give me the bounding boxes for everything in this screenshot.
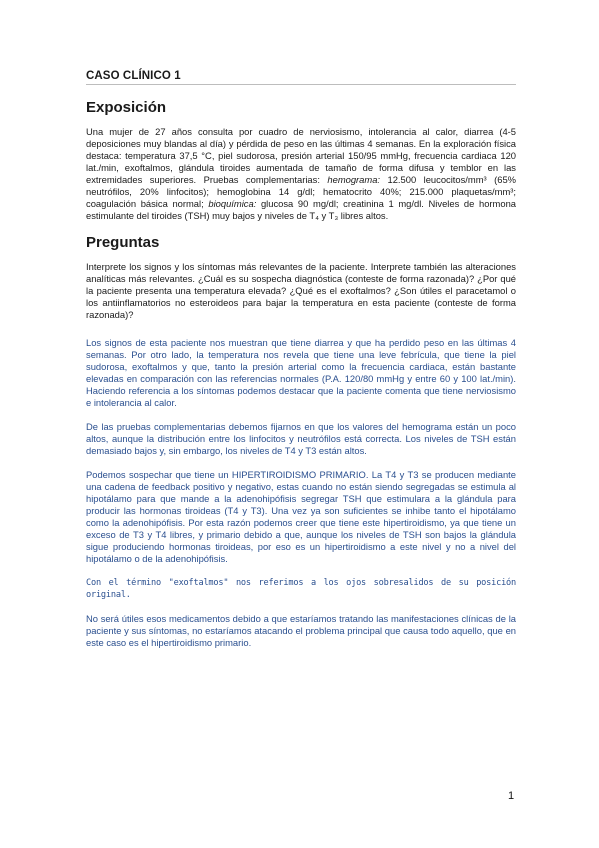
exposicion-paragraph xyxy=(86,126,516,222)
section-heading-exposicion: Exposición xyxy=(86,99,167,116)
section-heading-preguntas: Preguntas xyxy=(86,234,160,251)
answer-paragraph-signos: Los signos de esta paciente nos muestran que tiene diarrea y que ha perdido peso en las últimas 4 semanas. Por otro lado, la temperatura nos revela que tiene una leve febrícula, que tiene la piel sudorosa, exoftalmos y que, tanto la presión arterial como la frecuencia cardiaca, están bastante elevadas en comparación con las referencias normales (P.A. 120/80 mmHg y entre 60 y 100 lat./min). Haciendo referencia a los síntomas podemos destacar que la paciente comenta que tiene nerviosismo e intolerancia al calor. xyxy=(86,337,516,408)
answer-paragraph-medicamentos: No será útiles esos medicamentos debido a que estaríamos tratando las manifestaciones clínicas de la paciente y sus síntomas, no estaríamos atacando el problema principal que causa todo aquello, que en este caso es el hipertiroidismo primario. xyxy=(86,613,516,648)
answer-paragraph-exoftalmos: Con el término "exoftalmos" nos referimos a los ojos sobresalidos de su posición original. xyxy=(86,578,516,600)
bioquimica-label: bioquímica: xyxy=(208,198,257,209)
exposicion-text-3: glucosa 90 mg/dl; creatinina 1 mg/dl. Niveles de hormona estimulante del tiroides (TSH) muy bajos y niveles de T₄ y T₃ libres altos. xyxy=(86,198,516,221)
answer-paragraph-diagnostico: Podemos sospechar que tiene un HIPERTIROIDISMO PRIMARIO. La T4 y T3 se producen mediante una cadena de feedback positivo y negativo, estas cuando no están siendo segregadas se estimula al hipotálamo para que mande a la adenohipófisis segregar TSH que estimulara a la glándula para producir las hormonas tiroideas (T4 y T3). Una vez ya son suficientes se inhibe tanto el hipotálamo como la adenohipófisis. Por esta razón podemos creer que tiene este hipertiroidismo, ya que tiene un exceso de T3 y T4 libres, y primario debido a que, aunque los niveles de TSH son bajos la glándula sigue produciendo hormonas tiroideas, por eso es un hipertiroidismo a este nivel y no a nivel del hipotálamo o de la adenohipófisis. xyxy=(86,469,516,564)
answer-paragraph-pruebas: De las pruebas complementarias debemos fijarnos en que los valores del hemograma están un poco altos, aunque la distribución entre los linfocitos y neutrófilos está correcta. Los niveles de TSH están demasiado bajos y, sin embargo, los niveles de T4 y T3 están altos. xyxy=(86,421,516,456)
case-title: CASO CLÍNICO 1 xyxy=(86,70,516,85)
document-page xyxy=(86,70,516,661)
page-number: 1 xyxy=(508,790,515,802)
exposicion-text-2: 12.500 leucocitos/mm³ (65% neutrófilos, 20% linfocitos); hemoglobina 14 g/dl; hematocrito 40%; 215.000 plaquetas/mm³; coagulación básica normal; xyxy=(86,174,516,209)
hemograma-label: hemograma: xyxy=(327,174,381,185)
preguntas-paragraph: Interprete los signos y los síntomas más relevantes de la paciente. Interprete también las alteraciones analíticas más relevantes. ¿Cuál es su sospecha diagnóstica (conteste de forma razonada)? ¿Por qué la paciente presenta una temperatura elevada? ¿Qué es el exoftalmos? ¿Son útiles el paracetamol o los antiinflamatorios no esteroideos para bajar la temperatura en esta paciente (conteste de forma razonada)? xyxy=(86,261,516,320)
exposicion-text-1: Una mujer de 27 años consulta por cuadro de nerviosismo, intolerancia al calor, diarrea (4-5 deposiciones muy blandas al día) y pérdida de peso en las últimas 4 semanas. En la exploración física destaca: temperatura 37,5 °C, piel sudorosa, presión arterial 150/95 mmHg, frecuencia cardiaca 120 lat./min, exoftalmos, glándula tiroides aumentada de tamaño de forma difusa y temblor en las extremidades superiores. Pruebas complementarias: xyxy=(86,126,516,185)
